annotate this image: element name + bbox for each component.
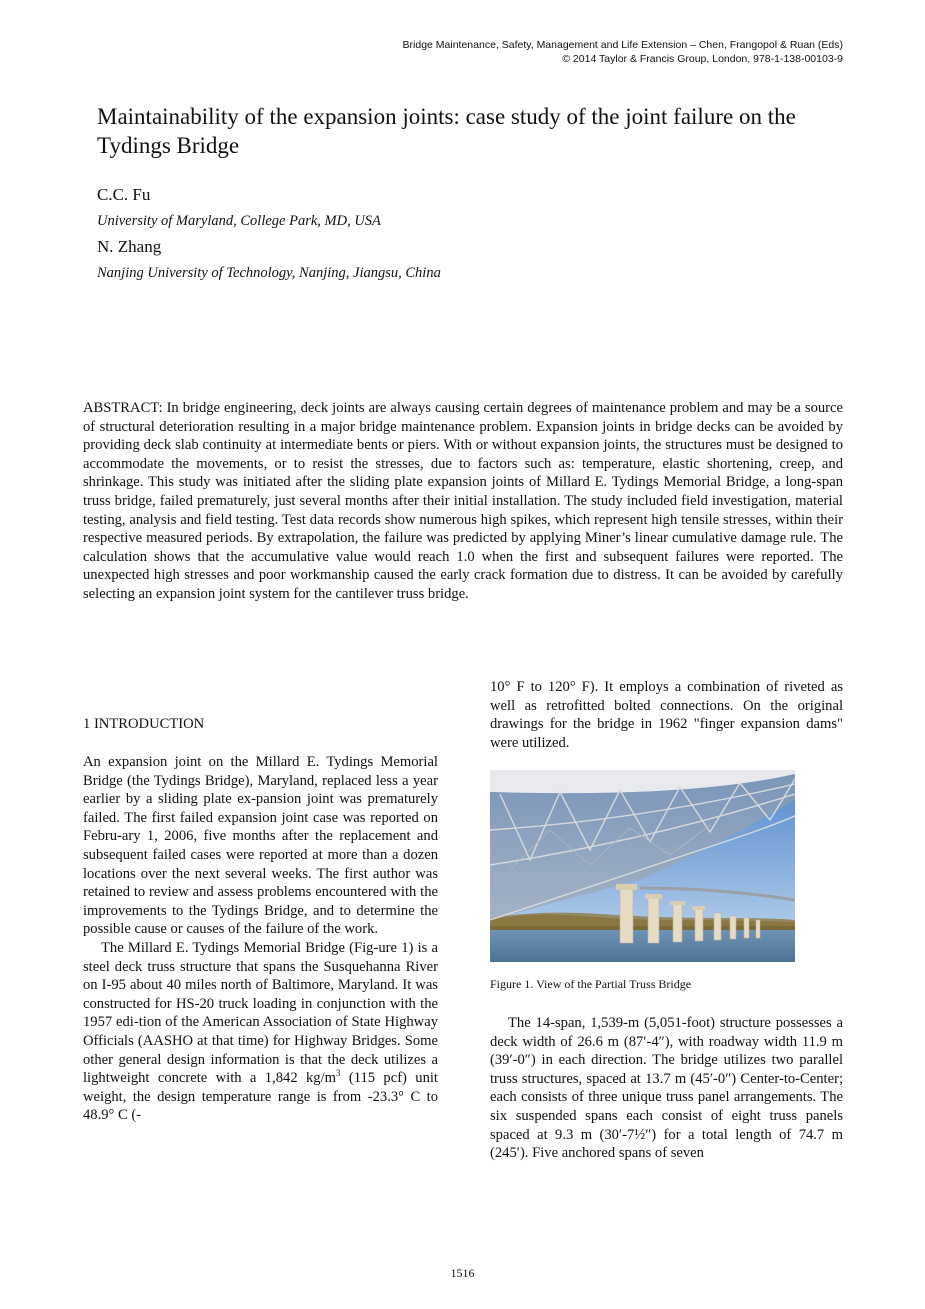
right-column-top <box>490 678 843 752</box>
intro-paragraph-2-start: The Millard E. Tydings Memorial Bridge (Fig-ure 1) is a steel deck truss structure that spans the Susquehanna River on I-95 about 40 miles north of Baltimore, Maryland. It was constructed for HS-20 truck loading in conjunction with the 1957 edi-tion of the American Association of State Highway Officials (AASHO at that time) for Highway Bridges. Some other general design information is that the deck utilizes a lightweight concrete with a 1,842 kg/m <box>83 939 438 1087</box>
author-affiliation-1: University of Maryland, College Park, MD, USA <box>97 213 381 229</box>
author-affiliation-2: Nanjing University of Technology, Nanjing, Jiangsu, China <box>97 265 441 281</box>
author-name-1: C.C. Fu <box>97 185 151 204</box>
intro-paragraph-1: An expansion joint on the Millard E. Tydings Memorial Bridge (the Tydings Bridge), Maryland, replaced less a year earlier by a sliding plate ex-pansion joint was prematurely failed. The first failed expansion joint case was reported on Febru-ary 1, 2006, five months after the replacement and subsequent failed cases were reported at more than a dozen locations over the next several weeks. The first author was retained to review and assess problems encountered with the improvements to the Tydings Bridge, and to determine the possible cause or causes of the failure of the work. <box>83 754 438 938</box>
intro-paragraph-2-end: (115 pcf) unit weight, the design temperature range is from -23.3° C to 48.9° C (- <box>83 1070 438 1124</box>
running-header <box>403 38 843 66</box>
left-column <box>83 753 438 1125</box>
section-heading-introduction: 1 INTRODUCTION <box>83 716 205 732</box>
author-name-2: N. Zhang <box>97 237 162 256</box>
right-paragraph-structure: The 14-span, 1,539-m (5,051-foot) structure possesses a deck width of 26.6 m (87′-4″), with roadway width 11.9 m (39′-0″) in each direction. The bridge utilizes two parallel truss structures, spaced at 13.7 m (45′-0″) Center-to-Center; each consists of three unique truss panel arrangements. The six suspended spans each consist of eight truss panels spaced at 9.3 m (30′-7½″) for a total length of 74.7 m (245′). Five anchored spans of seven <box>490 1015 843 1162</box>
header-line-2: © 2014 Taylor & Francis Group, London, 978-1-138-00103-9 <box>562 53 843 65</box>
right-column-bottom <box>490 1014 843 1163</box>
superscript-cubed: 3 <box>335 1068 341 1079</box>
paper-title: Maintainability of the expansion joints: case study of the joint failure on the Tydings Bridge <box>97 104 796 158</box>
figure-caption: Figure 1. View of the Partial Truss Bridge <box>490 977 692 991</box>
bridge-photo-illustration <box>490 770 795 962</box>
figure-bridge-photo <box>490 770 795 962</box>
abstract: ABSTRACT: In bridge engineering, deck joints are always causing certain degrees of maintenance problem and may be a source of structural deterioration resulting in a major bridge maintenance problem. Expansion joints in bridge decks can be avoided by providing deck slab continuity at intermediate bents or piers. With or without expansion joints, the structures must be designed to accommodate the movements, or to resist the stresses, due to factors such as: temperature, elastic shortening, creep, and shrinkage. This study was initiated after the sliding plate expansion joints of Millard E. Tydings Memorial Bridge, a long-span truss bridge, failed prematurely, just several months after their initial installation. The study included field investigation, material testing, analysis and field testing. Test data records show numerous high spikes, which represent high tensile stresses, within their respective measured periods. By extrapolation, the failure was predicted by applying Miner’s linear cumulative damage rule. The calculation shows that the accumulative value would reach 1.0 when the first and subsequent failures were reported. The unexpected high stresses and poor workmanship caused the early crack formation due to distress. It can be avoided by carefully selecting an expansion joint system for the cantilever truss bridge. <box>83 400 843 602</box>
intro-paragraph-2 <box>83 939 438 1125</box>
header-line-1: Bridge Maintenance, Safety, Management and Life Extension – Chen, Frangopol & Ruan (Eds) <box>402 39 843 51</box>
page-number: 1516 <box>450 1266 475 1280</box>
right-paragraph-continued: 10° F to 120° F). It employs a combination of riveted as well as retrofitted bolted connections. On the original drawings for the bridge in 1962 "finger expansion dams" were utilized. <box>490 679 843 751</box>
